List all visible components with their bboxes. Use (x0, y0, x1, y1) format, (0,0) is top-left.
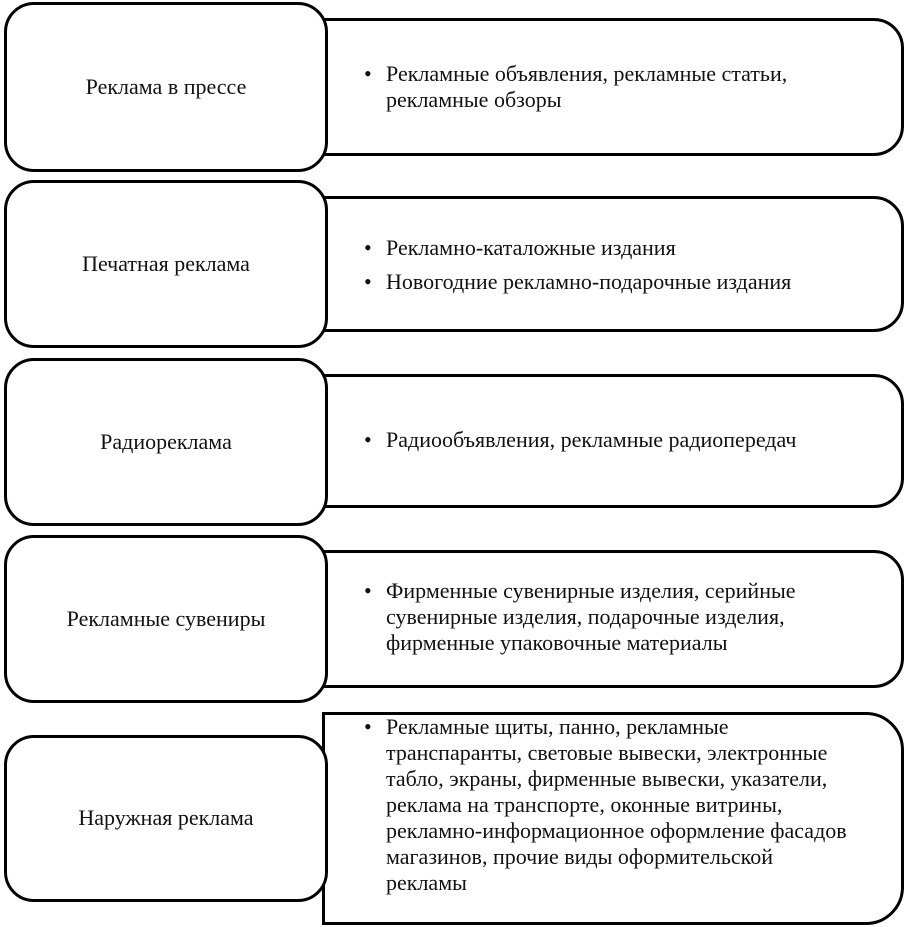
row-3-description-list (362, 427, 892, 461)
row-2-description-list (362, 235, 892, 303)
row-4-category-label: Рекламные сувениры (66, 605, 266, 631)
row-4-category-box (4, 535, 328, 703)
row-1-category-box (4, 2, 328, 172)
row-2-item-1: • Рекламно-каталожные издания (362, 235, 892, 261)
row-5-description-list (362, 714, 852, 896)
row-4-description-list (362, 578, 882, 664)
row-3-item-1: • Радиообъявления, рекламные радиопередач (362, 427, 892, 453)
row-1-description-list (362, 61, 882, 121)
row-5-category-label: Наружная реклама (78, 805, 254, 831)
row-1-item-1: • Рекламные объявления, рекламные статьи, рекламные обзоры (362, 61, 882, 113)
row-2-category-label: Печатная реклама (82, 250, 250, 276)
row-1-category-label: Реклама в прессе (85, 73, 247, 99)
row-3-category-label: Радиореклама (100, 428, 232, 454)
row-4-item-1: • Фирменные сувенирные изделия, серийные сувенирные изделия, подарочные изделия, фирменные упаковочные материалы (362, 578, 882, 656)
row-2-category-box (4, 180, 328, 348)
row-2-item-2: • Новогодние рекламно-подарочные издания (362, 269, 892, 295)
row-5-item-1: • Рекламные щиты, панно, рекламные транспаранты, световые вывески, электронные табло, экраны, фирменные вывески, указатели, реклама на транспорте, оконные витрины, рекламно-информационное оформление фасадов магазинов, прочие виды оформительской рекламы (362, 714, 852, 896)
row-3-category-box (4, 358, 328, 526)
row-5-category-box (4, 735, 328, 902)
